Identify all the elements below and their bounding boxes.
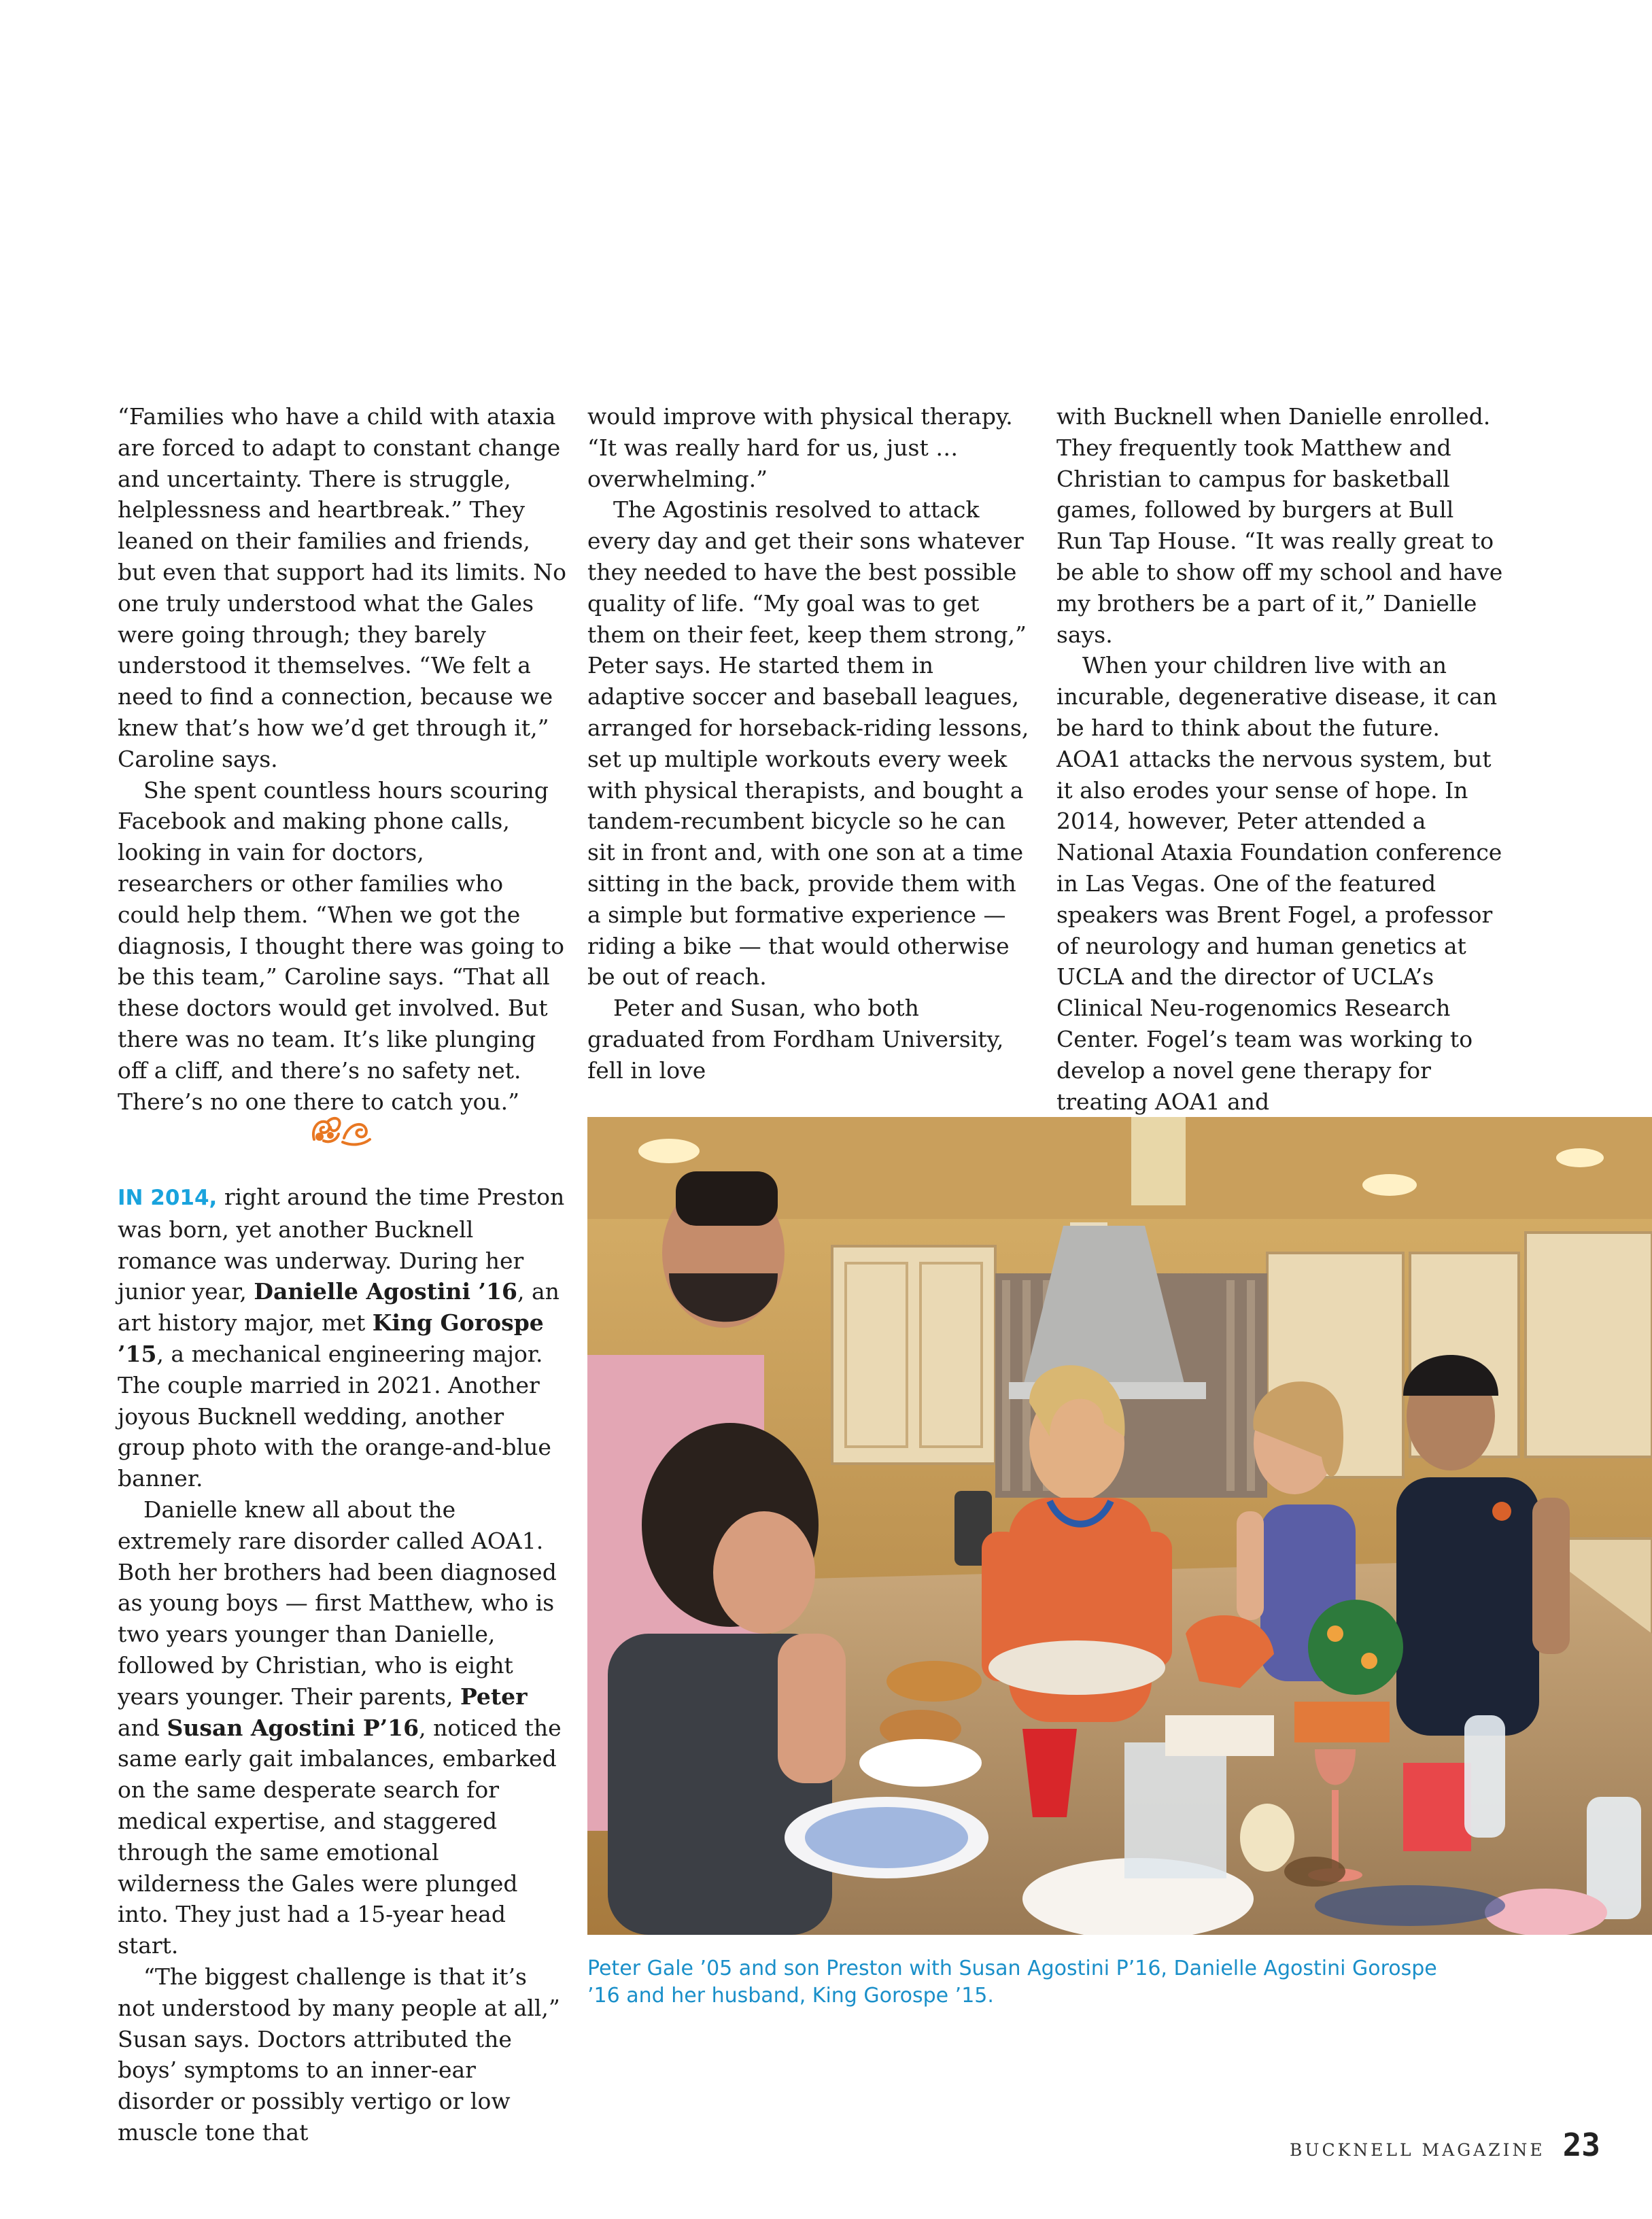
paragraph: The Agostinis resolved to attack every day and get their sons whatever they needed to have the best possible quality of life. “My goal was to get them on their feet, keep them strong,” Peter says. He started them in adaptive soccer and baseball leagues, arranged for horseback-riding lessons, set up multiple workouts every week with physical therapists, and bought a tandem-recumbent bicycle so he can sit in front and, with one son at a time sitting in the back, provide them with a simple but formative experience — riding a bike — that would otherwise be out of reach.: [587, 496, 1029, 991]
paragraph: She spent countless hours scouring Facebook and making phone calls, looking in vain for doctors, researchers or other families who could help them. “When we got the diagnosis, I thought there was going to be this team,” Caroline says. “That all these doctors would get involved. But there was no team. It’s like plunging off a cliff, and there’s no safety net. There’s no one there to catch you.”: [118, 776, 565, 1115]
article-column-3: [1056, 401, 1505, 1117]
text-run: Danielle knew all about the extremely rare disorder called AOA1. Both her brothers had been diagnosed as young boys — first Matthew, who is two years younger than Danielle, followed by Christian, who is eight years younger. Their parents,: [118, 1496, 557, 1710]
paragraph: [118, 1494, 566, 1961]
text-run: , a mechanical engineering major. The couple married in 2021. Another joyous Bucknell wedding, another group photo with the orange-and-blue banner.: [118, 1340, 551, 1492]
page-footer: [1290, 2127, 1600, 2163]
section-lead-in: IN 2014,: [118, 1186, 218, 1210]
article-column-1: [118, 401, 566, 1117]
paragraph: “The biggest challenge is that it’s not understood by many people at all,” Susan says. Doctors attributed the boys’ symptoms to an inner-ear disorder or possibly vertigo or low muscle tone that: [118, 1963, 560, 2146]
kitchen-scene-photo: [587, 1117, 1652, 1935]
text-run: , noticed the same early gait imbalances, embarked on the same desperate search for medical expertise, and staggered through the same emotional wilderness the Gales were plunged into. They just had a 15-year head start.: [118, 1714, 562, 1959]
section-divider-ornament-icon: [307, 1112, 373, 1148]
person-name: Danielle Agostini ’16: [254, 1278, 517, 1305]
text-run: right around the time Preston was born, yet another Bucknell romance was underway. During her junior year,: [118, 1184, 565, 1305]
paragraph: would improve with physical therapy. “It was really hard for us, just … overwhelming.”: [587, 403, 1013, 492]
person-name: King Gorospe ’15: [118, 1309, 544, 1367]
article-column-2: [587, 401, 1036, 1086]
text-run: , an art history major, met: [118, 1278, 560, 1337]
paragraph: with Bucknell when Danielle enrolled. They frequently took Matthew and Christian to campus for basketball games, followed by burgers at Bull Run Tap House. “It was really great to be able to show off my school and have my brothers be a part of it,” Danielle says.: [1056, 403, 1503, 648]
article-photo: [587, 1117, 1652, 1935]
page-number: 23: [1562, 2127, 1600, 2163]
paragraph: When your children live with an incurable, degenerative disease, it can be hard to think about the future. AOA1 attacks the nervous system, but it also erodes your sense of hope. In 2014, however, Peter attended a National Ataxia Foundation conference in Las Vegas. One of the featured speakers was Brent Fogel, a professor of neurology and human genetics at UCLA and the director of UCLA’s Clinical Neu-rogenomics Research Center. Fogel’s team was working to develop a novel gene therapy for treating AOA1 and: [1056, 652, 1502, 1115]
person-name: Peter: [460, 1683, 528, 1710]
paragraph: [118, 1182, 566, 1494]
photo-caption: Peter Gale ’05 and son Preston with Susan Agostini P’16, Danielle Agostini Gorospe ’16 and her husband, King Gorospe ’15.: [587, 1957, 1437, 2008]
paragraph: Peter and Susan, who both graduated from Fordham University, fell in love: [587, 995, 1004, 1084]
paragraph: “Families who have a child with ataxia are forced to adapt to constant change and uncertainty. There is struggle, helplessness and heartbreak.” They leaned on their families and friends, but even that support had its limits. No one truly understood what the Gales were going through; they barely understood it themselves. “We felt a need to find a connection, because we knew that’s how we’d get through it,” Caroline says.: [118, 403, 566, 772]
text-run: and: [118, 1714, 167, 1741]
article-column-1-section-2: [118, 1182, 566, 2148]
magazine-name: BUCKNELL MAGAZINE: [1290, 2140, 1545, 2160]
person-name: Susan Agostini P’16: [167, 1714, 419, 1741]
